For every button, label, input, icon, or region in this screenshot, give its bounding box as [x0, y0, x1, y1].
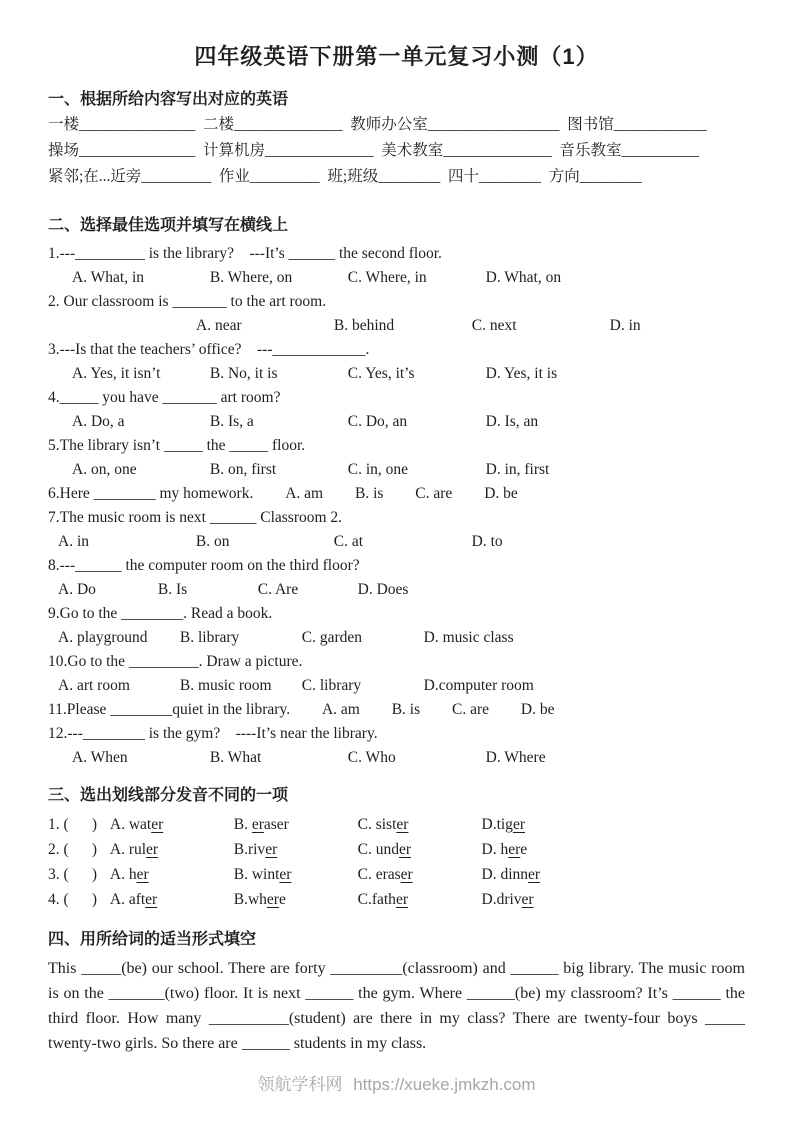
question-text: 6.Here ________ my homework.	[48, 485, 254, 502]
option-c: C. are	[415, 485, 453, 502]
question-text: 5.The library isn’t _____ the _____ floor.	[48, 437, 306, 454]
underlined-letters: er	[265, 841, 278, 858]
question-text: 4._____ you have _______ art room?	[48, 389, 281, 406]
option-b: B. behind	[333, 317, 395, 334]
option-b: B. Is, a	[209, 413, 254, 430]
question-5-options	[48, 458, 745, 482]
option-b: B. library	[179, 629, 240, 646]
phonics-option-d: D.driver	[481, 891, 534, 908]
question-10-stem	[48, 650, 745, 674]
option-b: B. Is	[157, 581, 188, 598]
question-8-stem	[48, 554, 745, 578]
underlined-letters: er	[400, 866, 413, 883]
phonics-option-a: A. ruler	[109, 841, 159, 858]
question-text: 12.---________ is the gym? ----It’s near the library.	[48, 725, 378, 742]
phonics-row-2	[48, 837, 745, 862]
option-a: A. When	[72, 749, 128, 766]
footer-url: https://xueke.jmkzh.com	[353, 1075, 536, 1094]
option-d: D. be	[484, 485, 518, 502]
question-text: 3.---Is that the teachers’ office? ---____________.	[48, 341, 370, 358]
option-d: D.computer room	[423, 677, 534, 694]
underlined-letters: er	[146, 841, 159, 858]
underlined-letters: er	[279, 866, 292, 883]
underlined-letters: er	[512, 816, 525, 833]
question-text: 7.The music room is next ______ Classroom 2.	[48, 509, 343, 526]
question-9-options	[48, 626, 745, 650]
phonics-option-b: B.where	[233, 891, 286, 908]
option-d: D. music class	[423, 629, 514, 646]
option-c: C. are	[452, 701, 490, 718]
option-a: A. What, in	[72, 269, 145, 286]
question-text: 11.Please ________quiet in the library.	[48, 701, 291, 718]
phonics-option-a: A. after	[109, 891, 158, 908]
phonics-option-b: B.river	[233, 841, 278, 858]
option-b: B. music room	[179, 677, 272, 694]
question-text: 2. Our classroom is _______ to the art room.	[48, 293, 327, 310]
vocab-line-2: 操场_______________ 计算机房______________ 美术教室______________ 音乐教室__________	[48, 142, 700, 159]
option-c: C. Do, an	[347, 413, 408, 430]
row-number: 1. ( )	[48, 816, 98, 833]
vocab-line-1: 一楼_______________ 二楼______________ 教师办公室_________________ 图书馆____________	[48, 116, 707, 133]
option-a: A. art room	[58, 677, 130, 694]
question-11-line	[48, 698, 745, 722]
phonics-row-3	[48, 862, 745, 887]
option-a: A. Yes, it isn’t	[72, 365, 161, 382]
option-c: C. in, one	[347, 461, 409, 478]
underlined-letters: er	[528, 866, 541, 883]
question-3-stem	[48, 338, 745, 362]
option-b: B. What	[209, 749, 262, 766]
phonics-option-c: C. eraser	[357, 866, 413, 883]
phonics-option-c: C. under	[357, 841, 412, 858]
option-a: A. Do	[58, 581, 96, 598]
option-d: D. Does	[357, 581, 409, 598]
vocab-line-3: 紧邻;在...近旁_________ 作业_________ 班;班级________ 四十________ 方向________	[48, 168, 642, 185]
footer-watermark	[48, 1070, 745, 1095]
underlined-letters: er	[521, 891, 534, 908]
option-c: C. next	[471, 317, 517, 334]
question-text: 8.---______ the computer room on the third floor?	[48, 557, 360, 574]
row-number: 3. ( )	[48, 866, 98, 883]
option-b: B. No, it is	[209, 365, 278, 382]
option-d: D. in	[609, 317, 641, 334]
option-d: D. Yes, it is	[485, 365, 558, 382]
question-text: 1.---_________ is the library? ---It’s ______ the second floor.	[48, 245, 442, 262]
question-3-options	[48, 362, 745, 386]
question-7-options	[48, 530, 745, 554]
question-5-stem	[48, 434, 745, 458]
underlined-letters: er	[398, 841, 412, 858]
phonics-option-c: C.father	[357, 891, 408, 908]
phonics-option-d: D. dinner	[481, 866, 541, 883]
option-a: A. near	[196, 317, 242, 334]
phonics-option-c: C. sister	[357, 816, 409, 833]
underlined-letters: er	[395, 891, 408, 908]
question-1-options	[48, 266, 745, 290]
option-b: B. Where, on	[209, 269, 293, 286]
question-2-stem	[48, 290, 745, 314]
question-12-options	[48, 746, 745, 770]
phonics-option-a: A. her	[109, 866, 149, 883]
underlined-letters: er	[266, 891, 279, 908]
option-a: A. in	[58, 533, 89, 550]
section-four-heading: 四、用所给词的适当形式填空	[48, 931, 257, 948]
page-title: 四年级英语下册第一单元复习小测（1）	[194, 44, 599, 69]
option-c: C. Where, in	[347, 269, 427, 286]
option-c: C. library	[301, 677, 362, 694]
question-8-options	[48, 578, 745, 602]
underlined-letters: er	[151, 816, 164, 833]
option-c: C. at	[333, 533, 364, 550]
question-1-stem	[48, 242, 745, 266]
option-c: C. Are	[257, 581, 299, 598]
phonics-option-d: D.tiger	[481, 816, 525, 833]
phonics-option-a: A. water	[109, 816, 164, 833]
option-a: A. Do, a	[72, 413, 125, 430]
underlined-letters: er	[396, 816, 409, 833]
section-three-heading: 三、选出划线部分发音不同的一项	[48, 787, 289, 804]
question-text: 10.Go to the _________. Draw a picture.	[48, 653, 303, 670]
question-4-stem	[48, 386, 745, 410]
phonics-option-b: B. winter	[233, 866, 292, 883]
underlined-letters: er	[508, 841, 521, 858]
phonics-option-b: B. eraser	[233, 816, 289, 833]
underlined-letters: er	[145, 891, 158, 908]
underlined-letters: er	[251, 816, 264, 833]
option-b: B. on	[195, 533, 230, 550]
phonics-row-1	[48, 812, 745, 837]
option-d: D. What, on	[485, 269, 562, 286]
question-text: 9.Go to the ________. Read a book.	[48, 605, 273, 622]
option-a: A. am	[321, 701, 360, 718]
question-7-stem	[48, 506, 745, 530]
phonics-row-4	[48, 887, 745, 912]
question-9-stem	[48, 602, 745, 626]
option-d: D. to	[471, 533, 503, 550]
underlined-letters: er	[136, 866, 149, 883]
option-b: B. is	[391, 701, 421, 718]
option-a: A. on, one	[72, 461, 137, 478]
question-6-line	[48, 482, 745, 506]
row-number: 2. ( )	[48, 841, 98, 858]
option-a: A. am	[285, 485, 324, 502]
option-c: C. Who	[347, 749, 396, 766]
option-d: D. Is, an	[485, 413, 539, 430]
option-b: B. is	[354, 485, 384, 502]
option-c: C. garden	[301, 629, 363, 646]
option-d: D. in, first	[485, 461, 550, 478]
question-12-stem	[48, 722, 745, 746]
cloze-paragraph: This _____(be) our school. There are forty _________(classroom) and ______ big library. The music room is on the _______(two) floor. It is next ______ the gym. Where ______(be) my classroom? It’s ______ the third floor. How many __________(student) are there in my class? There are twenty-four boys _____ twenty-two girls. So there are ______ students in my class.	[48, 960, 749, 1052]
row-number: 4. ( )	[48, 891, 98, 908]
section-two-heading: 二、选择最佳选项并填写在横线上	[48, 217, 289, 234]
option-a: A. playground	[58, 629, 148, 646]
option-d: D. be	[520, 701, 555, 718]
question-10-options	[48, 674, 745, 698]
question-2-options	[48, 314, 745, 338]
footer-site-name: 领航学科网	[257, 1075, 343, 1094]
phonics-option-d: D. here	[481, 841, 528, 858]
option-b: B. on, first	[209, 461, 277, 478]
option-d: D. Where	[485, 749, 546, 766]
section-one-heading: 一、根据所给内容写出对应的英语	[48, 91, 289, 108]
question-4-options	[48, 410, 745, 434]
option-c: C. Yes, it’s	[347, 365, 415, 382]
